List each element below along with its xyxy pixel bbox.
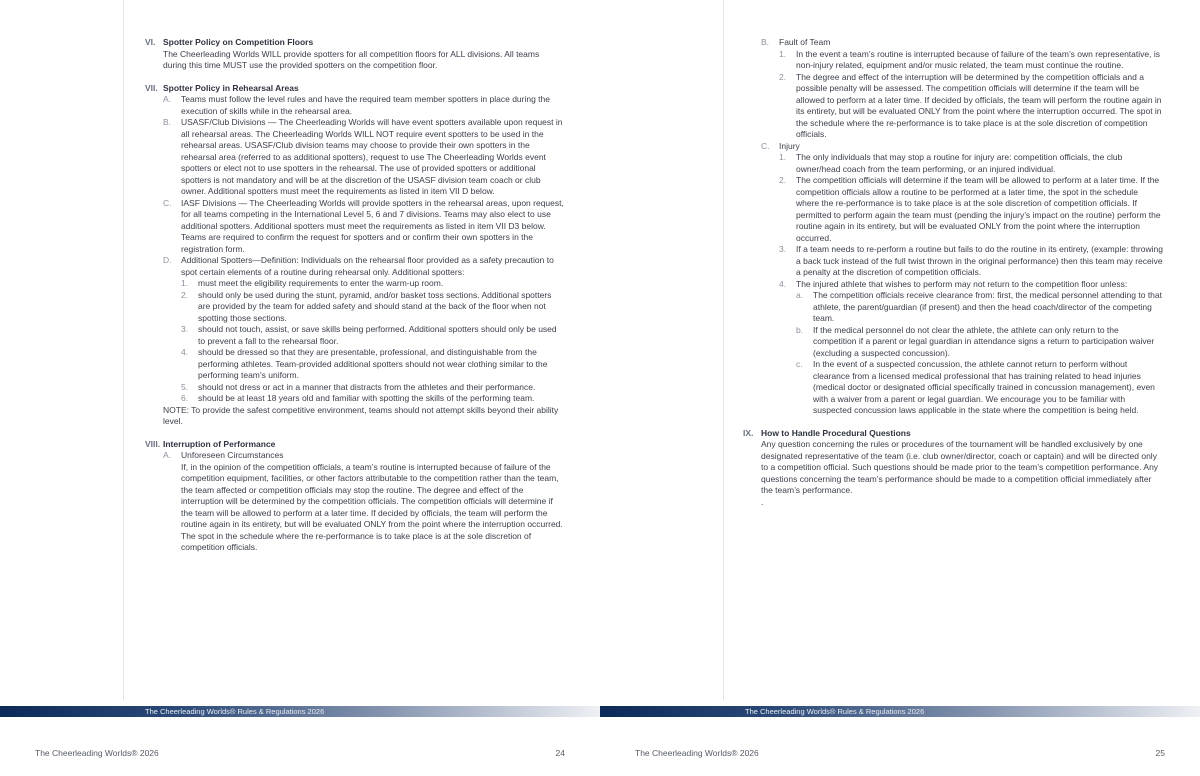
sub-marker: 5.	[181, 381, 189, 392]
section-number: VI.	[145, 37, 156, 47]
item-title: Fault of Team	[779, 37, 831, 47]
sub-text: should be at least 18 years old and familiar with spotting the skills of the performing team.	[198, 393, 535, 403]
item-marker: A.	[163, 94, 172, 104]
sub-sub-item	[796, 325, 1163, 360]
item-marker: D.	[163, 255, 172, 265]
section-body: Any question concerning the rules or procedures of the tournament will be handled exclusively by one designated representative of the team (i.e. club owner/director, coach or captain) and will be directed only to a competition official. Such questions should be made prior to the team’s competition performance. Any questions concerning the team’s performance should be made to a competition official immediately after the team’s performance.	[761, 439, 1159, 495]
section-title: How to Handle Procedural Questions	[761, 427, 911, 438]
section-vi	[145, 37, 565, 72]
item-marker: B.	[163, 117, 172, 127]
sub-text: should be dressed so that they are presentable, professional, and distinguishable from the performing athletes. Team-provided additional spotters should not wear clothing similar to the performing team’s uniform.	[198, 347, 548, 380]
sub-item	[181, 290, 565, 325]
item-text: Additional Spotters—Definition: Individuals on the rehearsal floor provided as a safety precaution to spot certain elements of a routine during rehearsal only. Additional spotters:	[181, 255, 554, 277]
sub-text: should not dress or act in a manner that distracts from the athletes and their performance.	[198, 381, 536, 392]
list-item	[761, 141, 1163, 417]
section-viii	[145, 439, 565, 554]
sub-sub-item	[796, 359, 1163, 417]
sub-marker: 1.	[181, 278, 189, 288]
section-number: VII.	[145, 82, 158, 93]
list-item	[163, 198, 565, 256]
sub-item	[779, 244, 1163, 279]
right-page	[600, 0, 1200, 776]
footer-band	[0, 706, 600, 717]
list-item	[761, 37, 1163, 141]
sub-text: should not touch, assist, or save skills being performed. Additional spotters should only be used to prevent a fall to the rehearsal floor.	[198, 324, 557, 346]
sub-marker: 4.	[181, 347, 189, 357]
sub-item	[181, 382, 565, 394]
item-marker: C.	[761, 140, 770, 151]
list-item	[163, 450, 565, 554]
sub-marker: 1.	[779, 152, 787, 162]
section-vii	[145, 83, 565, 428]
item-text: Teams must follow the level rules and have the required team member spotters in place during the execution of skills while in the rehearsal area.	[181, 94, 550, 116]
sub-text: If a team needs to re-perform a routine but fails to do the routine in its entirety, (example: throwing a back tuck instead of the full twist thrown in the original performance) then this team may receive a penalty at the discretion of competition officials.	[796, 244, 1163, 277]
list-item	[163, 117, 565, 198]
sub-marker: 1.	[779, 48, 787, 59]
band-text: The Cheerleading Worlds® Rules & Regulations 2026	[745, 707, 925, 716]
footer-title: The Cheerleading Worlds® 2026	[635, 748, 759, 758]
sub-sub-marker: a.	[796, 290, 804, 300]
sub-sub-item	[796, 290, 1163, 325]
item-marker: A.	[163, 450, 172, 460]
sub-marker: 3.	[779, 244, 787, 254]
item-title: Unforeseen Circumstances	[181, 450, 284, 460]
sub-item	[181, 393, 565, 405]
sub-marker: 2.	[779, 175, 787, 185]
section-number: VIII.	[145, 438, 161, 449]
sub-text: The competition officials will determine if the team will be allowed to perform at a later time. If the competition officials allow a routine to be performed at a later time, the spot in the schedule where the re-performance is to take place is at the sole discretion of competition officials. If permitted to perform again the team must (pending the injury’s impact on the routine) perform the routine again in its entirety, but will be evaluated ONLY from the point where the interruption occurred.	[796, 175, 1161, 243]
trailing-mark: .	[761, 496, 764, 507]
sub-text: The only individuals that may stop a routine for injury are: competition officials, the club owner/head coach from the team performing, or an injured individual.	[796, 152, 1123, 174]
section-body: The Cheerleading Worlds WILL provide spotters for all competition floors for ALL divisions. All teams during this time MUST use the provided spotters on the competition floor.	[163, 48, 540, 70]
page-number: 24	[555, 748, 565, 758]
page-number: 25	[1155, 748, 1165, 758]
sub-sub-text: In the event of a suspected concussion, the athlete cannot return to perform without clearance from a licensed medical professional that has training related to head injuries (medical doctor or designated official specifically trained in concussion management), even with a waiver from a parent or legal guardian. We encourage you to be familiar with suspected concussion laws applicable in the state where the competition is being held.	[813, 359, 1155, 415]
sub-sub-marker: b.	[796, 324, 804, 335]
item-marker: B.	[761, 37, 770, 47]
item-title: Injury	[779, 140, 800, 151]
sub-marker: 4.	[779, 278, 787, 289]
sub-text: must meet the eligibility requirements to enter the warm-up room.	[198, 278, 444, 288]
sub-sub-marker: c.	[796, 359, 803, 369]
sub-marker: 2.	[181, 289, 189, 300]
section-title: Spotter Policy in Rehearsal Areas	[163, 82, 299, 93]
band-text: The Cheerleading Worlds® Rules & Regulations 2026	[145, 707, 325, 716]
sub-text: In the event a team’s routine is interrupted because of failure of the team’s own representative, is non-injury related, equipment and/or music related, the team must continue the routine.	[796, 48, 1160, 70]
sub-text: should only be used during the stunt, pyramid, and/or basket toss sections. Additional spotters are provided by the team for added safety and should stand at the back of the floor when not spotting those sections.	[198, 289, 552, 323]
footer-title: The Cheerleading Worlds® 2026	[35, 748, 159, 758]
sub-item	[181, 347, 565, 382]
right-page-content	[743, 37, 1163, 508]
sub-item	[779, 279, 1163, 417]
item-text: IASF Divisions — The Cheerleading Worlds will provide spotters in the rehearsal areas, upon request, for all teams competing in the International Level 5, 6 and 7 divisions. Teams may also elect to use additional spotters. Additional spotters must meet the requirements as listed in item VII D3 below. Teams are required to confirm the request for spotters and or confirm their own spotters in the registration form.	[181, 197, 564, 254]
sub-item	[181, 278, 565, 290]
margin-line	[123, 0, 124, 700]
section-title: Spotter Policy on Competition Floors	[163, 37, 314, 47]
sub-sub-text: The competition officials receive clearance from: first, the medical personnel attending to that athlete, the parent/guardian (if present) and then the head coach/director of the competing team.	[813, 290, 1162, 323]
sub-item	[181, 324, 565, 347]
sub-sub-text: If the medical personnel do not clear the athlete, the athlete can only return to the competition if a parent or legal guardian in attendance signs a return to participation waiver (excluding a suspected concussion).	[813, 324, 1155, 358]
note-text: NOTE: To provide the safest competitive environment, teams should not attempt skills beyond their ability level.	[163, 404, 559, 426]
footer-band	[600, 706, 1200, 717]
margin-line	[723, 0, 724, 700]
section-title: Interruption of Performance	[163, 438, 276, 449]
sub-text: The degree and effect of the interruption will be determined by the competition officials and a possible penalty will be assessed. The competition officials will determine if the team will be allowed to perform at a later time. If decided by officials, the team will perform the routine again in its entirety, but will be evaluated ONLY from the point where the interruption occurred. The spot in the schedule where the re-performance is to take place is at the sole discretion of competition officials.	[796, 71, 1162, 139]
list-item	[163, 94, 565, 117]
item-text: If, in the opinion of the competition officials, a team’s routine is interrupted because of failure of the competition equipment, facilities, or other factors attributable to the competition rather than the team, the team affected or competition officials may stop the routine. The degree and effect of the interruption will be determined by the competition officials. The competition officials will determine if the team will be allowed to perform at a later time. If decided by officials, the team will perform the routine again in its entirety, but will be evaluated ONLY from the point where the interruption occurred. The spot in the schedule where the re-performance is to take place is at the sole discretion of competition officials.	[181, 461, 563, 552]
item-marker: C.	[163, 197, 172, 208]
sub-item	[779, 49, 1163, 72]
sub-marker: 6.	[181, 393, 189, 403]
sub-text: The injured athlete that wishes to perform may not return to the competition floor unless:	[796, 278, 1128, 289]
section-ix	[743, 428, 1163, 509]
sub-item	[779, 72, 1163, 141]
section-number: IX.	[743, 427, 754, 438]
section-viii-continued	[743, 37, 1163, 417]
sub-marker: 3.	[181, 324, 189, 334]
item-text: USASF/Club Divisions — The Cheerleading Worlds will have event spotters available upon request in all rehearsal areas. The Cheerleading Worlds WILL NOT require event spotters to be used in the rehearsal areas. USASF/Club division teams may choose to provide their own spotters in the rehearsal area (referred to as additional spotters), request to use The Cheerleading Worlds event spotters or elect not to use spotters in the rehearsal. The use of provided spotters or additional spotters is not mandatory and will be at the discretion of the USASF division team coach or club owner. Additional spotters must meet the requirements as listed in item VII D below.	[181, 117, 563, 196]
list-item	[163, 255, 565, 405]
sub-item	[779, 152, 1163, 175]
sub-item	[779, 175, 1163, 244]
left-page-content	[145, 37, 565, 554]
sub-marker: 2.	[779, 71, 787, 82]
